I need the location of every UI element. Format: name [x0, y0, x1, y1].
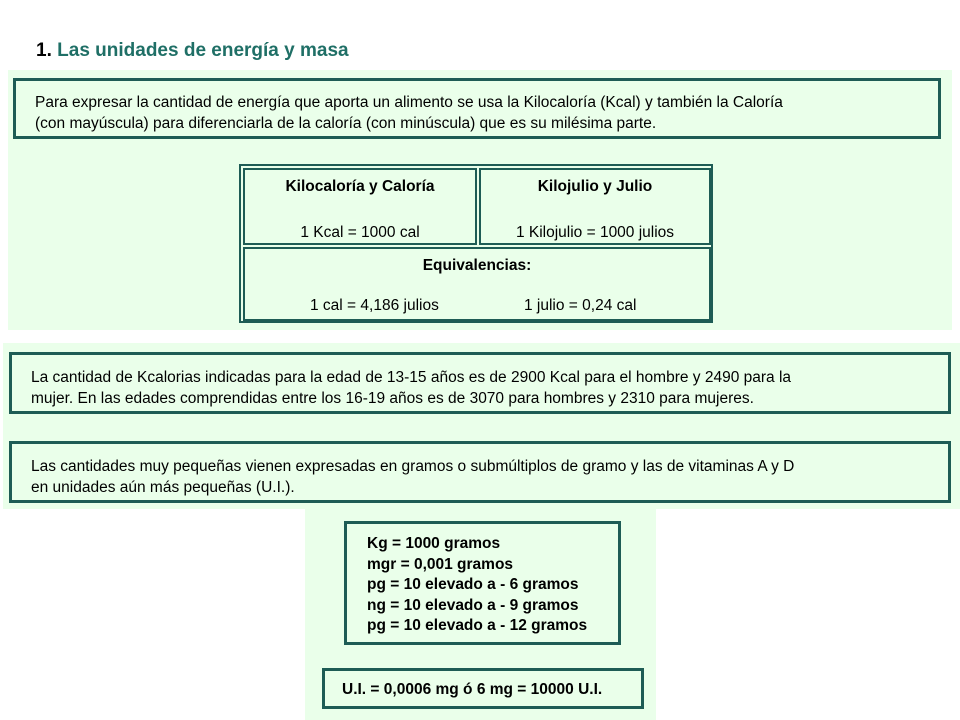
- mass-unit-mgr: mgr = 0,001 gramos: [367, 555, 514, 573]
- kcal-needs-line-2: mujer. En las edades comprendidas entre los 16-19 años es de 3070 para hombres y 2310 para mujeres.: [31, 390, 754, 407]
- kcal-cell: [243, 168, 477, 245]
- kcal-needs-line-1: La cantidad de Kcalorias indicadas para la edad de 13-15 años es de 2900 Kcal para el hombre y 2490 para la: [31, 369, 792, 386]
- equivalences-header: Equivalencias:: [422, 257, 532, 274]
- equivalences-cell: [243, 247, 711, 321]
- kj-cell: [479, 168, 711, 245]
- kj-header: Kilojulio y Julio: [537, 178, 653, 195]
- mass-unit-pg-12: pg = 10 elevado a - 12 gramos: [367, 617, 588, 634]
- small-units-line-1: Las cantidades muy pequeñas vienen expresadas en gramos o submúltiplos de gramo y las de vitaminas A y D: [31, 458, 795, 475]
- cal-to-julios: 1 cal = 4,186 julios: [310, 297, 439, 314]
- intro-line-1: Para expresar la cantidad de energía que aporta un alimento se usa la Kilocaloría (Kcal) y también la Caloría: [35, 94, 783, 111]
- kcal-value: 1 Kcal = 1000 cal: [300, 224, 420, 241]
- ui-equivalence-box: U.I. = 0,0006 mg ó 6 mg = 10000 U.I.: [322, 668, 644, 709]
- intro-box: [13, 78, 941, 139]
- section-title: Las unidades de energía y masa: [57, 40, 349, 61]
- mass-units-box: [344, 521, 621, 645]
- mass-unit-ng: ng = 10 elevado a - 9 gramos: [367, 596, 579, 614]
- julio-to-cal: 1 julio = 0,24 cal: [524, 297, 637, 314]
- small-units-box: [9, 441, 951, 503]
- kcal-needs-box: [9, 352, 951, 414]
- energy-units-table: [239, 164, 713, 323]
- page-title: [36, 40, 349, 62]
- mass-unit-kg: Kg = 1000 gramos: [367, 535, 501, 552]
- section-number: 1.: [36, 40, 52, 61]
- kj-value: 1 Kilojulio = 1000 julios: [515, 224, 675, 241]
- kcal-header: Kilocaloría y Caloría: [285, 178, 435, 195]
- mass-unit-pg-6: pg = 10 elevado a - 6 gramos: [367, 576, 579, 593]
- intro-line-2: (con mayúscula) para diferenciarla de la caloría (con minúscula) que es su milésima parte.: [35, 115, 657, 132]
- small-units-line-2: en unidades aún más pequeñas (U.I.).: [31, 479, 295, 496]
